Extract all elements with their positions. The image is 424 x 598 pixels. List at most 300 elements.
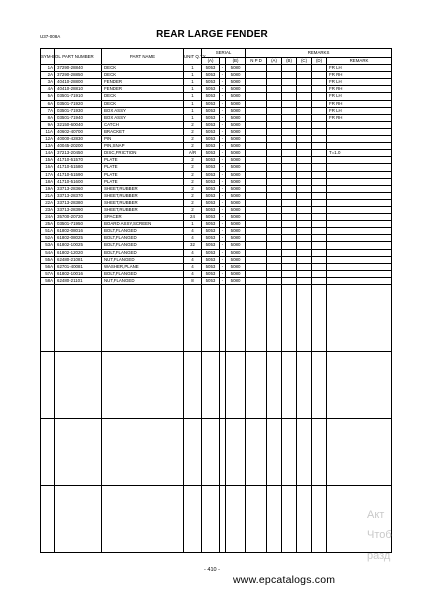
remark-b-cell [282, 100, 297, 107]
part-name-header: PART NAME [102, 49, 184, 65]
remark-b-cell [282, 214, 297, 221]
part-number-cell: 03501-71910 [55, 93, 102, 100]
remark-b-cell [282, 72, 297, 79]
npd-cell [246, 192, 267, 199]
part-number-cell: 33713-28370 [55, 192, 102, 199]
serial-b-header: (B) [226, 58, 246, 65]
sym-cell: 54A [41, 249, 55, 256]
part-number-cell: 33713-28360 [55, 185, 102, 192]
remark-a-cell [267, 121, 282, 128]
part-name-cell: SHEET,RUBBER [102, 185, 184, 192]
part-name-cell: PLATE [102, 171, 184, 178]
serial-b-cell: 5080 [226, 72, 246, 79]
table-row [41, 79, 392, 86]
remark-c-cell [297, 65, 312, 72]
remark-b-cell [282, 143, 297, 150]
remark-b-cell [282, 79, 297, 86]
empty-cell [267, 285, 282, 352]
remark-d-cell [312, 185, 327, 192]
serial-b-cell: 5080 [226, 100, 246, 107]
serial-a-cell: 5053 [202, 214, 220, 221]
table-row [41, 143, 392, 150]
remark-b-cell [282, 221, 297, 228]
remark-a-cell [267, 214, 282, 221]
part-name-cell: DECK [102, 93, 184, 100]
empty-cell [184, 419, 202, 486]
sym-cell: 17A [41, 171, 55, 178]
empty-cell [102, 352, 184, 419]
parts-table [40, 48, 392, 553]
part-number-cell: 32150-60040 [55, 121, 102, 128]
serial-a-cell: 5053 [202, 242, 220, 249]
serial-a-cell: 5053 [202, 164, 220, 171]
blank-row-block [41, 352, 392, 419]
qty-cell: 2 [184, 164, 202, 171]
remark-a-cell [267, 235, 282, 242]
part-name-cell: BOX ASSY [102, 107, 184, 114]
remark-cell: FR RH [327, 100, 392, 107]
serial-dash-cell: - [220, 235, 226, 242]
serial-b-cell: 5080 [226, 256, 246, 263]
qty-cell: 4 [184, 270, 202, 277]
sym-cell: 11A [41, 128, 55, 135]
part-name-cell: FENDER [102, 79, 184, 86]
remark-a-cell [267, 93, 282, 100]
remark-c-cell [297, 185, 312, 192]
table-row [41, 221, 392, 228]
qty-cell: 8 [184, 277, 202, 284]
remark-a-cell [267, 79, 282, 86]
empty-cell [226, 285, 246, 352]
part-number-cell: 61802-10025 [55, 242, 102, 249]
table-row [41, 192, 392, 199]
serial-dash-cell: - [220, 270, 226, 277]
remark-c-cell [297, 93, 312, 100]
qty-header: UNIT Q.TY [184, 49, 202, 65]
remark-a-cell [267, 164, 282, 171]
serial-dash-cell: - [220, 214, 226, 221]
serial-b-cell: 5080 [226, 199, 246, 206]
serial-a-cell: 5053 [202, 249, 220, 256]
qty-cell: 24 [184, 214, 202, 221]
sym-cell: 7A [41, 107, 55, 114]
empty-cell [297, 486, 312, 553]
empty-cell [297, 285, 312, 352]
npd-cell [246, 93, 267, 100]
remark-d-cell [312, 178, 327, 185]
remark-b-cell [282, 164, 297, 171]
remark-d-cell [312, 206, 327, 213]
remark-b-cell [282, 185, 297, 192]
remark-cell [327, 228, 392, 235]
remark-b-cell [282, 270, 297, 277]
remark-cell: FR LH [327, 107, 392, 114]
npd-cell [246, 128, 267, 135]
qty-cell: 4 [184, 263, 202, 270]
remark-d-cell [312, 86, 327, 93]
serial-a-cell: 5053 [202, 192, 220, 199]
serial-a-cell: 5053 [202, 256, 220, 263]
serial-dash-cell: - [220, 164, 226, 171]
serial-a-cell: 5053 [202, 114, 220, 121]
table-row [41, 107, 392, 114]
remark-cell [327, 128, 392, 135]
remark-a-cell [267, 100, 282, 107]
remark-d-cell [312, 171, 327, 178]
serial-b-cell: 5080 [226, 206, 246, 213]
serial-a-cell: 5053 [202, 235, 220, 242]
sym-cell: 23A [41, 206, 55, 213]
npd-header: N P D [246, 58, 267, 65]
empty-cell [327, 285, 392, 352]
serial-a-header: (A) [202, 58, 220, 65]
qty-cell: 32 [184, 242, 202, 249]
npd-cell [246, 221, 267, 228]
npd-cell [246, 249, 267, 256]
qty-cell: 1 [184, 72, 202, 79]
empty-cell [312, 285, 327, 352]
qty-cell: 1 [184, 107, 202, 114]
empty-cell [282, 419, 297, 486]
blank-row-block [41, 419, 392, 486]
sym-cell: 15A [41, 157, 55, 164]
remark-d-cell [312, 277, 327, 284]
empty-cell [246, 419, 267, 486]
serial-dash-cell: - [220, 221, 226, 228]
remark-b-cell [282, 242, 297, 249]
remark-c-cell [297, 121, 312, 128]
serial-a-cell: 5053 [202, 171, 220, 178]
serial-dash-cell: - [220, 249, 226, 256]
serial-dash-cell: - [220, 178, 226, 185]
part-name-cell: NUT,FLANGED [102, 277, 184, 284]
serial-b-cell: 5080 [226, 263, 246, 270]
sym-cell: 51A [41, 228, 55, 235]
remark-c-cell [297, 86, 312, 93]
table-row [41, 242, 392, 249]
serial-a-cell: 5053 [202, 121, 220, 128]
serial-b-cell: 5080 [226, 242, 246, 249]
remark-cell [327, 221, 392, 228]
table-row [41, 214, 392, 221]
remark-c-cell [297, 192, 312, 199]
remark-c-cell [297, 270, 312, 277]
part-name-cell: WASHER,PLANE [102, 263, 184, 270]
table-row [41, 178, 392, 185]
part-name-cell: SHEET,RUBBER [102, 199, 184, 206]
npd-cell [246, 242, 267, 249]
remark-a-cell [267, 199, 282, 206]
sym-cell: 3A [41, 79, 55, 86]
remark-a-cell [267, 143, 282, 150]
remark-a-cell [267, 256, 282, 263]
table-row [41, 93, 392, 100]
remark-a-cell [267, 72, 282, 79]
table-row [41, 72, 392, 79]
empty-cell [267, 419, 282, 486]
empty-cell [202, 419, 220, 486]
table-row [41, 100, 392, 107]
remark-c-cell [297, 171, 312, 178]
npd-cell [246, 206, 267, 213]
remark-a-header: (A) [267, 58, 282, 65]
part-number-cell: 41710-51590 [55, 171, 102, 178]
remark-cell: FR RH [327, 114, 392, 121]
remark-b-cell [282, 192, 297, 199]
table-row [41, 171, 392, 178]
serial-b-cell: 5080 [226, 164, 246, 171]
part-name-cell: DECK [102, 72, 184, 79]
remark-d-cell [312, 65, 327, 72]
remark-a-cell [267, 171, 282, 178]
serial-a-cell: 5053 [202, 206, 220, 213]
serial-dash-cell: - [220, 242, 226, 249]
serial-b-cell: 5080 [226, 185, 246, 192]
remark-c-cell [297, 178, 312, 185]
serial-a-cell: 5053 [202, 150, 220, 157]
empty-cell [55, 285, 102, 352]
serial-b-cell: 5080 [226, 270, 246, 277]
part-name-cell: SHEET,RUBBER [102, 206, 184, 213]
part-number-cell: 61802-08016 [55, 228, 102, 235]
serial-b-cell: 5080 [226, 157, 246, 164]
part-number-cell: 40000-42830 [55, 136, 102, 143]
serial-dash-cell: - [220, 93, 226, 100]
table-row [41, 256, 392, 263]
remark-a-cell [267, 221, 282, 228]
npd-cell [246, 86, 267, 93]
serial-dash-cell: - [220, 143, 226, 150]
npd-cell [246, 143, 267, 150]
remark-d-cell [312, 114, 327, 121]
remark-c-cell [297, 249, 312, 256]
sym-cell: 25A [41, 221, 55, 228]
table-row [41, 121, 392, 128]
remark-c-cell [297, 150, 312, 157]
part-number-header: PART NUMBER [55, 49, 102, 65]
npd-cell [246, 65, 267, 72]
serial-a-cell: 5053 [202, 128, 220, 135]
serial-a-cell: 5053 [202, 143, 220, 150]
empty-cell [246, 486, 267, 553]
empty-cell [55, 486, 102, 553]
serial-a-cell: 5053 [202, 72, 220, 79]
sym-cell: 4A [41, 86, 55, 93]
remark-cell [327, 199, 392, 206]
part-number-cell: 61802-08025 [55, 235, 102, 242]
remark-c-cell [297, 114, 312, 121]
empty-cell [282, 352, 297, 419]
serial-b-cell: 5080 [226, 128, 246, 135]
serial-b-cell: 5080 [226, 136, 246, 143]
blank-row-block [41, 285, 392, 352]
remark-cell [327, 136, 392, 143]
remark-b-cell [282, 249, 297, 256]
empty-cell [102, 419, 184, 486]
part-name-cell: BOLT,FLANGED [102, 235, 184, 242]
remark-cell [327, 171, 392, 178]
npd-cell [246, 256, 267, 263]
part-number-cell: 41710-51580 [55, 164, 102, 171]
part-name-cell: SHEET,RUBBER [102, 192, 184, 199]
serial-a-cell: 5053 [202, 107, 220, 114]
remark-c-cell [297, 256, 312, 263]
empty-cell [226, 486, 246, 553]
serial-b-cell: 5080 [226, 221, 246, 228]
part-number-cell: 03501-71930 [55, 107, 102, 114]
remark-b-cell [282, 199, 297, 206]
remark-d-cell [312, 242, 327, 249]
remark-a-cell [267, 277, 282, 284]
sym-cell: 58A [41, 277, 55, 284]
remark-b-cell [282, 206, 297, 213]
remark-c-cell [297, 128, 312, 135]
npd-cell [246, 136, 267, 143]
table-row [41, 164, 392, 171]
part-number-cell: 03501-71920 [55, 100, 102, 107]
serial-a-cell: 5053 [202, 221, 220, 228]
npd-cell [246, 121, 267, 128]
part-name-cell: BRACKET [102, 128, 184, 135]
npd-cell [246, 114, 267, 121]
part-name-cell: FENDER [102, 86, 184, 93]
remark-c-cell [297, 79, 312, 86]
remark-cell: FR RH [327, 86, 392, 93]
remark-a-cell [267, 206, 282, 213]
remark-c-header: (C) [297, 58, 312, 65]
sym-cell: 2A [41, 72, 55, 79]
sym-cell: 53A [41, 242, 55, 249]
serial-b-cell: 5080 [226, 114, 246, 121]
serial-dash-cell: - [220, 136, 226, 143]
qty-cell: 2 [184, 143, 202, 150]
part-number-cell: 40602-40700 [55, 128, 102, 135]
part-number-cell: 37290-28840 [55, 65, 102, 72]
empty-cell [41, 486, 55, 553]
remark-c-cell [297, 263, 312, 270]
sym-cell: 55A [41, 256, 55, 263]
serial-a-cell: 5053 [202, 277, 220, 284]
remark-a-cell [267, 114, 282, 121]
remark-d-cell [312, 128, 327, 135]
serial-a-cell: 5053 [202, 93, 220, 100]
serial-a-cell: 5053 [202, 136, 220, 143]
serial-dash-cell: - [220, 228, 226, 235]
remark-d-cell [312, 93, 327, 100]
serial-b-cell: 5080 [226, 171, 246, 178]
watermark-line-1: Акт [367, 509, 385, 521]
remark-c-cell [297, 136, 312, 143]
empty-cell [202, 285, 220, 352]
remark-b-cell [282, 114, 297, 121]
serial-b-cell: 5080 [226, 79, 246, 86]
remark-b-header: (B) [282, 58, 297, 65]
remark-b-cell [282, 121, 297, 128]
part-number-cell: 41710-51570 [55, 157, 102, 164]
remark-b-cell [282, 107, 297, 114]
table-row [41, 128, 392, 135]
remark-cell [327, 277, 392, 284]
table-row [41, 228, 392, 235]
watermark-line-3: разд [367, 550, 391, 562]
qty-cell: 1 [184, 86, 202, 93]
remark-b-cell [282, 178, 297, 185]
remark-cell [327, 143, 392, 150]
remark-a-cell [267, 263, 282, 270]
remark-c-cell [297, 221, 312, 228]
empty-cell [312, 352, 327, 419]
serial-b-cell: 5080 [226, 93, 246, 100]
part-name-cell: BOLT,FLANGED [102, 242, 184, 249]
empty-cell [102, 486, 184, 553]
serial-a-cell: 5053 [202, 199, 220, 206]
sym-cell: 16A [41, 164, 55, 171]
remark-a-cell [267, 128, 282, 135]
blank-row-block [41, 486, 392, 553]
qty-cell: 2 [184, 121, 202, 128]
remark-d-cell [312, 263, 327, 270]
remark-b-cell [282, 86, 297, 93]
npd-cell [246, 157, 267, 164]
remarks-header: REMARKS [246, 49, 392, 58]
part-name-cell: NUT,FLANGED [102, 256, 184, 263]
remark-a-cell [267, 150, 282, 157]
qty-cell: 2 [184, 185, 202, 192]
empty-cell [202, 486, 220, 553]
sym-cell: 5A [41, 93, 55, 100]
remark-d-cell [312, 136, 327, 143]
sym-cell: 8A [41, 114, 55, 121]
npd-cell [246, 171, 267, 178]
sym-header: SYM-BOL [41, 49, 55, 65]
empty-cell [226, 352, 246, 419]
serial-b-cell: 5080 [226, 235, 246, 242]
remark-cell [327, 263, 392, 270]
remark-b-cell [282, 228, 297, 235]
remark-d-cell [312, 107, 327, 114]
npd-cell [246, 79, 267, 86]
remark-b-cell [282, 157, 297, 164]
part-number-cell: 41710-51600 [55, 178, 102, 185]
remark-a-cell [267, 86, 282, 93]
npd-cell [246, 185, 267, 192]
qty-cell: 1 [184, 114, 202, 121]
remark-b-cell [282, 128, 297, 135]
part-name-cell: BOX ASSY [102, 114, 184, 121]
npd-cell [246, 150, 267, 157]
serial-a-cell: 5053 [202, 86, 220, 93]
part-name-cell: BOLT,FLANGED [102, 228, 184, 235]
serial-a-cell: 5053 [202, 157, 220, 164]
remark-d-cell [312, 249, 327, 256]
serial-b-cell: 5080 [226, 228, 246, 235]
npd-cell [246, 277, 267, 284]
sym-cell: 56A [41, 263, 55, 270]
serial-b-cell: 5080 [226, 150, 246, 157]
sym-cell: 24A [41, 214, 55, 221]
remark-d-cell [312, 157, 327, 164]
part-number-cell: 03501-71950 [55, 221, 102, 228]
serial-dash-cell: - [220, 157, 226, 164]
remark-cell [327, 214, 392, 221]
remark-cell [327, 178, 392, 185]
remark-cell: FR LH [327, 79, 392, 86]
qty-cell: 2 [184, 157, 202, 164]
sym-cell: 6A [41, 100, 55, 107]
remark-a-cell [267, 136, 282, 143]
part-number-cell: 62480-21101 [55, 277, 102, 284]
table-row [41, 199, 392, 206]
